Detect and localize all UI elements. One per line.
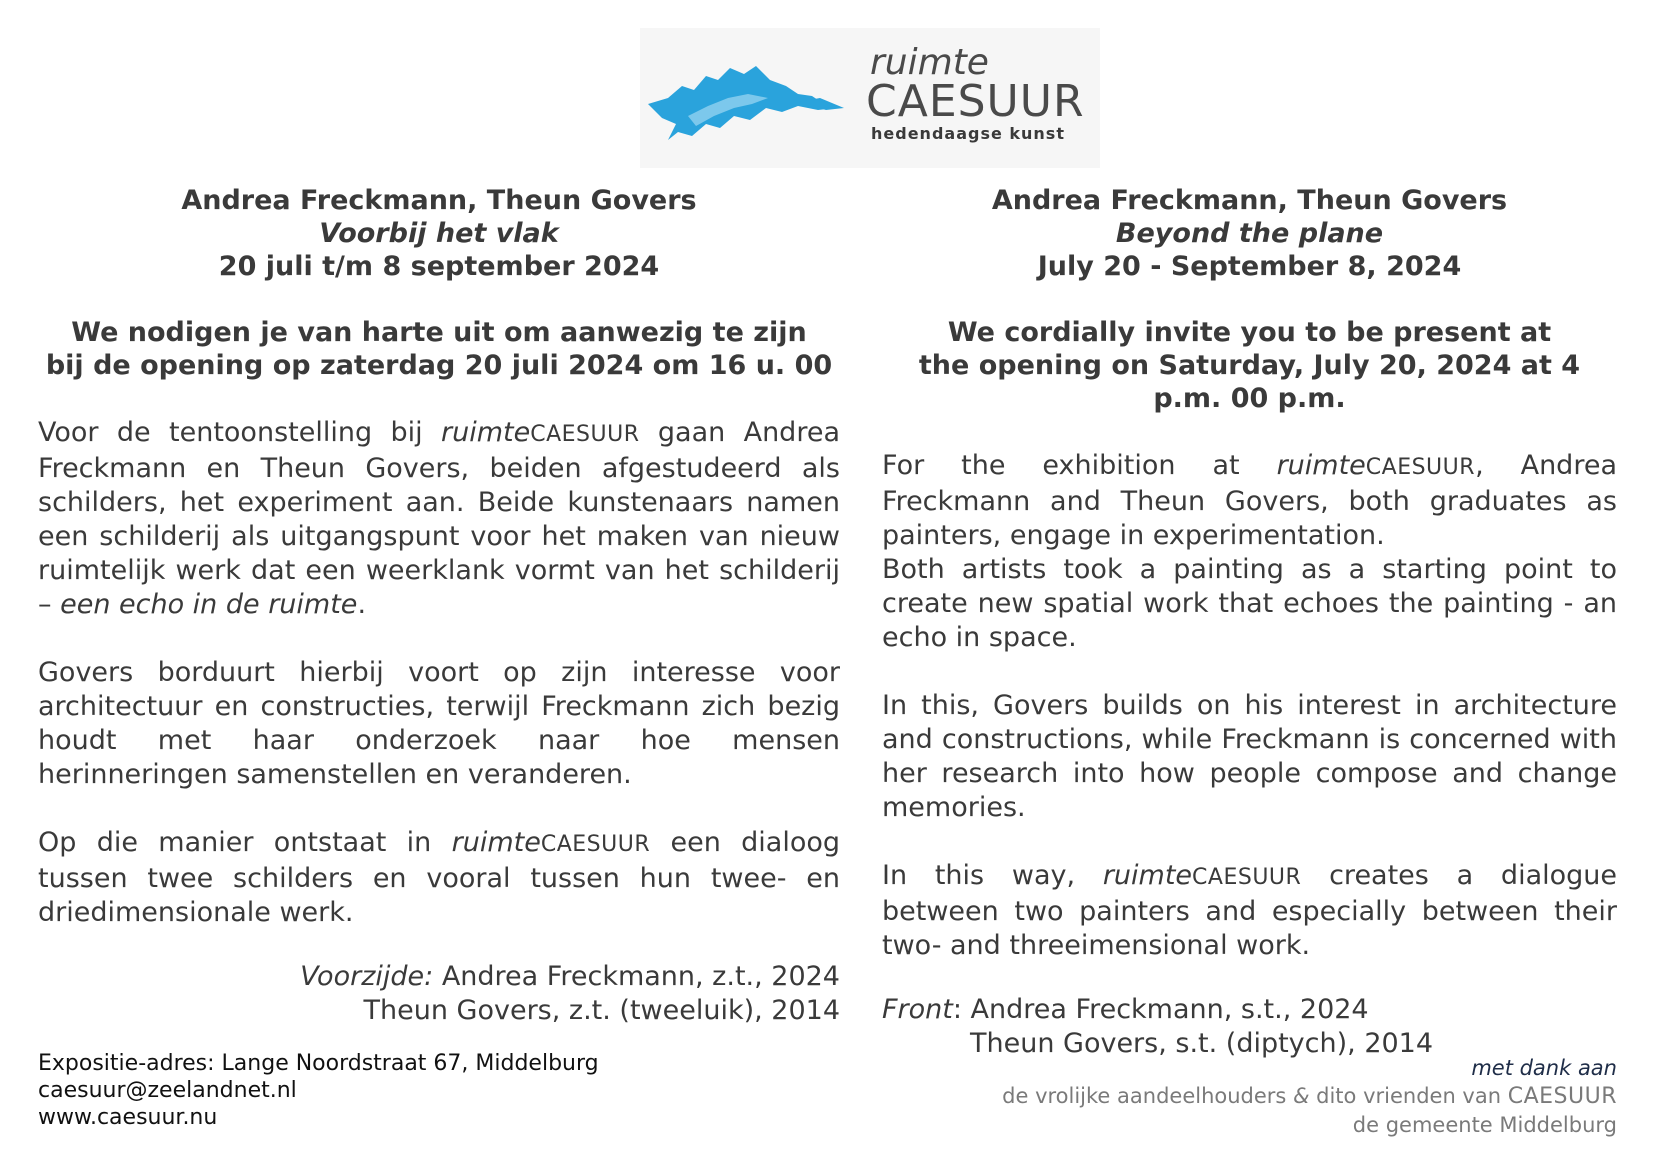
text: Both artists took a painting as a starting point to create new spatial work that echoes the painting - an echo in space. xyxy=(882,554,1617,653)
english-heading xyxy=(882,184,1617,283)
dutch-column xyxy=(38,184,840,1028)
dutch-dates: 20 juli t/m 8 september 2024 xyxy=(218,251,660,282)
dutch-heading xyxy=(38,184,840,283)
english-invite-line2: the opening on Saturday, July 20, 2024 at 4 p.m. 00 p.m. xyxy=(918,350,1581,414)
dutch-exhibition-title: Voorbij het vlak xyxy=(319,218,559,249)
text: gaan Andrea Freckmann en Theun Govers, beiden afgestudeerd als schilders, het experiment aan. Beide kunstenaars namen een schilderij als uitgangspunt voor het maken van nieuw ruimtelijk werk dat een weerklank vormt van het schilderij – xyxy=(38,417,840,620)
mountain-logo-icon xyxy=(648,46,868,156)
credit-line1: : Andrea Freckmann, s.t., 2024 xyxy=(952,994,1369,1025)
brand-caesuur: CAESUUR xyxy=(1507,1084,1617,1109)
website-link[interactable]: www.caesuur.nu xyxy=(38,1105,218,1130)
logo-word-ruimte: ruimte xyxy=(870,42,989,83)
credit-line2: Theun Govers, z.t. (tweeluik), 2014 xyxy=(363,995,840,1026)
english-paragraph-2: In this, Govers builds on his interest in architecture and constructions, while Freckmann is concerned with her research into how people compose and change memories. xyxy=(882,690,1617,823)
english-invite-line1: We cordially invite you to be present at xyxy=(947,317,1552,348)
dutch-artists: Andrea Freckmann, Theun Govers xyxy=(181,185,697,216)
brand-caesuur: CAESUUR xyxy=(1192,865,1302,890)
text: creates a dialogue between two painters and especially between their two- and threeimensional work. xyxy=(882,860,1618,961)
email-link[interactable]: caesuur@zeelandnet.nl xyxy=(38,1078,297,1103)
text: , Andrea Freckmann and Theun Govers, both graduates as painters, engage in experimentation. xyxy=(882,450,1617,551)
text: For the exhibition at xyxy=(882,450,1277,481)
thanks-line-2: de gemeente Middelburg xyxy=(1352,1113,1617,1137)
credit-line2: Theun Govers, s.t. (diptych), 2014 xyxy=(970,1028,1434,1059)
text: . xyxy=(357,589,367,620)
dutch-image-credits xyxy=(38,960,840,1028)
text: Op die manier ontstaat in xyxy=(38,827,452,858)
text: In this way, xyxy=(882,860,1103,891)
dutch-paragraph-3 xyxy=(38,826,840,930)
english-column xyxy=(882,184,1617,1061)
text: de vrolijke aandeelhouders xyxy=(1002,1084,1287,1108)
english-paragraph-3 xyxy=(882,859,1617,963)
english-exhibition-title: Beyond the plane xyxy=(1115,218,1384,249)
brand-ruimte: ruimte xyxy=(1102,860,1193,891)
text: dito vrienden van xyxy=(1316,1084,1502,1108)
english-paragraph-1 xyxy=(882,449,1617,655)
exhibition-contact xyxy=(38,1050,599,1131)
brand-ruimte: ruimte xyxy=(451,827,541,858)
exhibition-address: Expositie-adres: Lange Noordstraat 67, Middelburg xyxy=(38,1051,599,1076)
brand-caesuur: CAESUUR xyxy=(530,422,640,447)
text: een dialoog tussen twee schilders en vooral tussen hun twee- en driedimensionale werk. xyxy=(38,827,840,928)
thanks-title: met dank aan xyxy=(1471,1056,1617,1080)
text: Voor de tentoonstelling bij xyxy=(38,417,441,448)
ampersand: & xyxy=(1293,1084,1310,1108)
logo-word-caesuur: CAESUUR xyxy=(866,76,1085,127)
thanks-line-1 xyxy=(1002,1082,1617,1111)
english-image-credits xyxy=(882,993,1617,1061)
logo xyxy=(640,28,1100,168)
credit-line1: Andrea Freckmann, z.t., 2024 xyxy=(433,961,840,992)
credit-label: Voorzijde: xyxy=(300,961,434,992)
dutch-paragraph-2: Govers borduurt hierbij voort op zijn interesse voor architectuur en constructies, terwijl Freckmann zich bezig houdt met haar onderzoek naar hoe mensen herinneringen samenstellen en veranderen. xyxy=(38,657,840,790)
dutch-invite-line2: bij de opening op zaterdag 20 juli 2024 om 16 u. 00 xyxy=(45,350,833,381)
logo-tagline: hedendaagse kunst xyxy=(871,124,1065,143)
dutch-invitation xyxy=(38,316,840,382)
brand-ruimte: ruimte xyxy=(441,417,531,448)
acknowledgements xyxy=(1002,1054,1617,1139)
english-dates: July 20 - September 8, 2024 xyxy=(1037,251,1462,282)
dutch-invite-line1: We nodigen je van harte uit om aanwezig te zijn xyxy=(71,317,807,348)
english-invitation xyxy=(882,316,1617,415)
brand-caesuur: CAESUUR xyxy=(1365,455,1476,480)
credit-label: Front xyxy=(882,994,953,1025)
dutch-paragraph-1 xyxy=(38,416,840,622)
brand-ruimte: ruimte xyxy=(1276,450,1366,481)
brand-caesuur: CAESUUR xyxy=(540,832,651,857)
english-artists: Andrea Freckmann, Theun Govers xyxy=(991,185,1508,216)
echo-phrase: een echo in de ruimte xyxy=(60,589,358,620)
